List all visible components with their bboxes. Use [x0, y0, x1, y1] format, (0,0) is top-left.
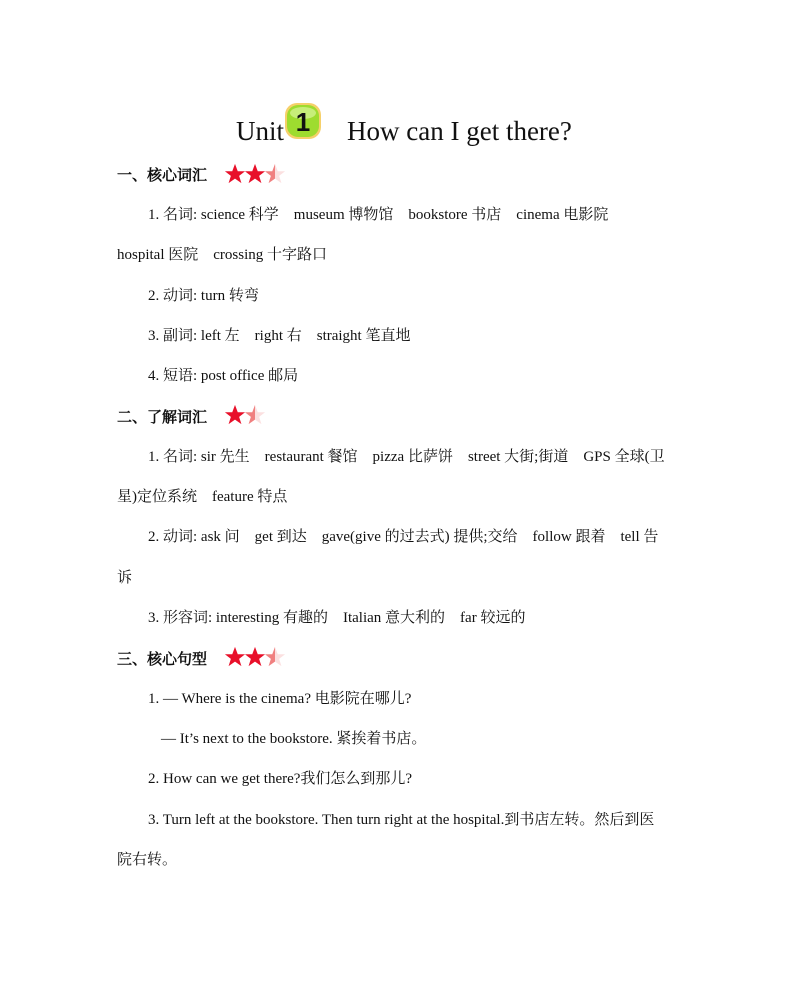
- section-heading-extra-vocab: 二、了解词汇: [117, 408, 208, 426]
- vocab-line: 4. 短语: post office 邮局: [148, 368, 299, 384]
- sentence-line: 2. How can we get there?我们怎么到那儿?: [148, 771, 413, 787]
- star-half-icon: [264, 163, 286, 185]
- section-heading-core-vocab: 一、核心词汇: [117, 166, 208, 184]
- vocab-line: 1. 名词: science 科学 museum 博物馆 bookstore 书店 cinema 电影院: [148, 207, 609, 223]
- sentence-line: 3. Turn left at the bookstore. Then turn right at the hospital.到书店左转。然后到医: [148, 812, 655, 828]
- vocab-line: 2. 动词: ask 问 get 到达 gave(give 的过去式) 提供;交给 follow 跟着 tell 告: [148, 529, 659, 545]
- star-full-icon: [224, 404, 246, 426]
- vocab-line: hospital 医院 crossing 十字路口: [117, 247, 327, 263]
- vocab-line: 2. 动词: turn 转弯: [148, 288, 259, 304]
- sentence-line: 1. — Where is the cinema? 电影院在哪儿?: [148, 691, 412, 707]
- star-full-icon: [224, 646, 246, 668]
- star-full-icon: [224, 163, 246, 185]
- star-full-icon: [244, 646, 266, 668]
- unit-word: Unit: [236, 116, 285, 146]
- page-title: [0, 100, 800, 160]
- unit-number: 1: [295, 107, 311, 137]
- section-heading-core-sentences: 三、核心句型: [117, 650, 208, 668]
- unit-number-badge: [282, 100, 324, 142]
- vocab-line: 3. 形容词: interesting 有趣的 Italian 意大利的 far 较远的: [148, 610, 526, 626]
- star-full-icon: [244, 163, 266, 185]
- unit-title: How can I get there?: [347, 116, 572, 146]
- vocab-line: 诉: [117, 570, 133, 586]
- sentence-line: 院右转。: [117, 852, 178, 868]
- rating-stars: [224, 646, 284, 668]
- star-half-icon: [264, 646, 286, 668]
- vocab-line: 1. 名词: sir 先生 restaurant 餐馆 pizza 比萨饼 street 大街;街道 GPS 全球(卫: [148, 449, 665, 465]
- star-half-icon: [244, 404, 266, 426]
- vocab-line: 3. 副词: left 左 right 右 straight 笔直地: [148, 328, 411, 344]
- rating-stars: [224, 404, 264, 426]
- vocab-line: 星)定位系统 feature 特点: [117, 489, 288, 505]
- sentence-line: — It’s next to the bookstore. 紧挨着书店。: [161, 731, 427, 747]
- rating-stars: [224, 163, 284, 185]
